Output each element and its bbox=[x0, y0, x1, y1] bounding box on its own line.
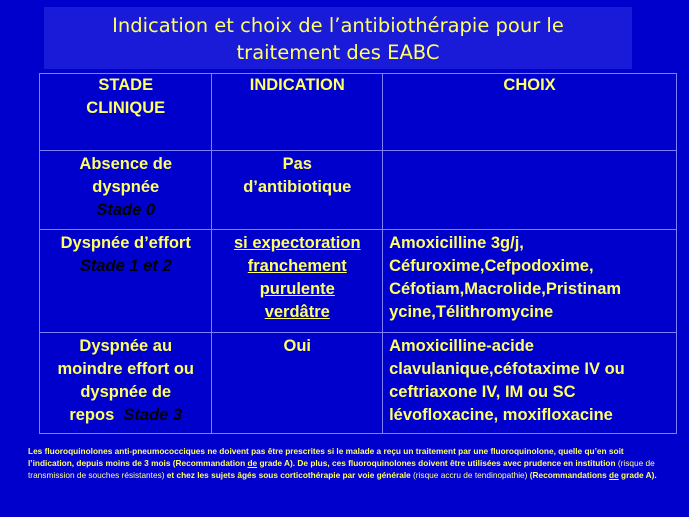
choix-text: Céfuroxime,Cefpodoxime, bbox=[389, 257, 594, 275]
title-line-1: Indication et choix de l’antibiothérapie pour le bbox=[112, 14, 564, 37]
stade-text: dyspnée de bbox=[80, 383, 172, 401]
footnote bbox=[28, 445, 668, 481]
slide-title bbox=[44, 7, 632, 69]
cell-choix bbox=[383, 230, 677, 333]
header-clinique: CLINIQUE bbox=[86, 99, 166, 117]
choix-text: clavulanique,céfotaxime IV ou bbox=[389, 360, 625, 378]
cell-choix bbox=[383, 333, 677, 434]
indication-text: d’antibiotique bbox=[243, 178, 352, 196]
indication-text: Pas bbox=[282, 155, 312, 173]
indication-text: si expectoration bbox=[234, 234, 361, 252]
stade-last-line bbox=[40, 404, 211, 427]
header-indication bbox=[212, 74, 383, 151]
cell-choix bbox=[383, 151, 677, 230]
stade-label: Stade 0 bbox=[96, 201, 156, 219]
choix-text: Amoxicilline 3g/j, bbox=[389, 234, 524, 252]
stade-text: dyspnée bbox=[92, 178, 160, 196]
table-row bbox=[40, 230, 677, 333]
stade-text: moindre effort ou bbox=[57, 360, 195, 378]
choix-text: Amoxicilline-acide bbox=[389, 337, 534, 355]
indication-text: Oui bbox=[283, 337, 312, 355]
cell-stade bbox=[40, 151, 212, 230]
footnote-note: (risque accru de tendinopathie) bbox=[413, 470, 528, 480]
stade-text: Absence de bbox=[79, 155, 173, 173]
choix-text: ycine,Télithromycine bbox=[389, 303, 554, 321]
stade-text: Dyspnée d’effort bbox=[60, 234, 191, 252]
antibiotic-table bbox=[39, 73, 677, 434]
header-stade-clinique bbox=[40, 74, 212, 151]
cell-stade bbox=[40, 333, 212, 434]
choix-text: ceftriaxone IV, IM ou SC bbox=[389, 383, 576, 401]
stade-text: Dyspnée au bbox=[79, 337, 173, 355]
cell-stade bbox=[40, 230, 212, 333]
footnote-text: grade A). De plus, ces fluoroquinolones doivent être utilisées avec prudence en institution bbox=[257, 458, 618, 468]
indication-text: verdâtre bbox=[264, 303, 330, 321]
choix-text: Céfotiam,Macrolide,Pristinam bbox=[389, 280, 622, 298]
cell-indication bbox=[212, 333, 383, 434]
footnote-text: de bbox=[247, 458, 258, 468]
footnote-note: (risque de transmission de souches résistantes) bbox=[28, 458, 655, 480]
indication-text: franchement bbox=[247, 257, 347, 275]
header-indication-text: INDICATION bbox=[249, 76, 345, 94]
footnote-text: Les fluoroquinolones anti-pneumococciques ne doivent pas être prescrites si le malade a reçu un traitement par une fluoroquinolone, quelle qu’en soit l’indication, depuis moins de 3 mois (Recommandation bbox=[28, 446, 624, 468]
table-row bbox=[40, 333, 677, 434]
table-row bbox=[40, 151, 677, 230]
footnote-text: et chez les sujets âgés sous corticothérapie par voie générale bbox=[164, 470, 414, 480]
table-header-row bbox=[40, 74, 677, 151]
stade-text: repos bbox=[69, 406, 115, 424]
choix-text: lévofloxacine, moxifloxacine bbox=[389, 406, 613, 424]
indication-text: purulente bbox=[259, 280, 335, 298]
header-choix bbox=[383, 74, 677, 151]
stade-label: Stade 3 bbox=[123, 406, 183, 424]
header-stade: STADE bbox=[98, 76, 154, 94]
stade-label: Stade 1 et 2 bbox=[79, 257, 172, 275]
header-choix-text: CHOIX bbox=[503, 76, 556, 94]
footnote-text: de bbox=[609, 470, 619, 480]
cell-indication bbox=[212, 230, 383, 333]
title-line-2: traitement des EABC bbox=[236, 41, 440, 64]
cell-indication bbox=[212, 151, 383, 230]
footnote-text: grade A). bbox=[618, 470, 657, 480]
footnote-text: (Recommandations bbox=[527, 470, 610, 480]
